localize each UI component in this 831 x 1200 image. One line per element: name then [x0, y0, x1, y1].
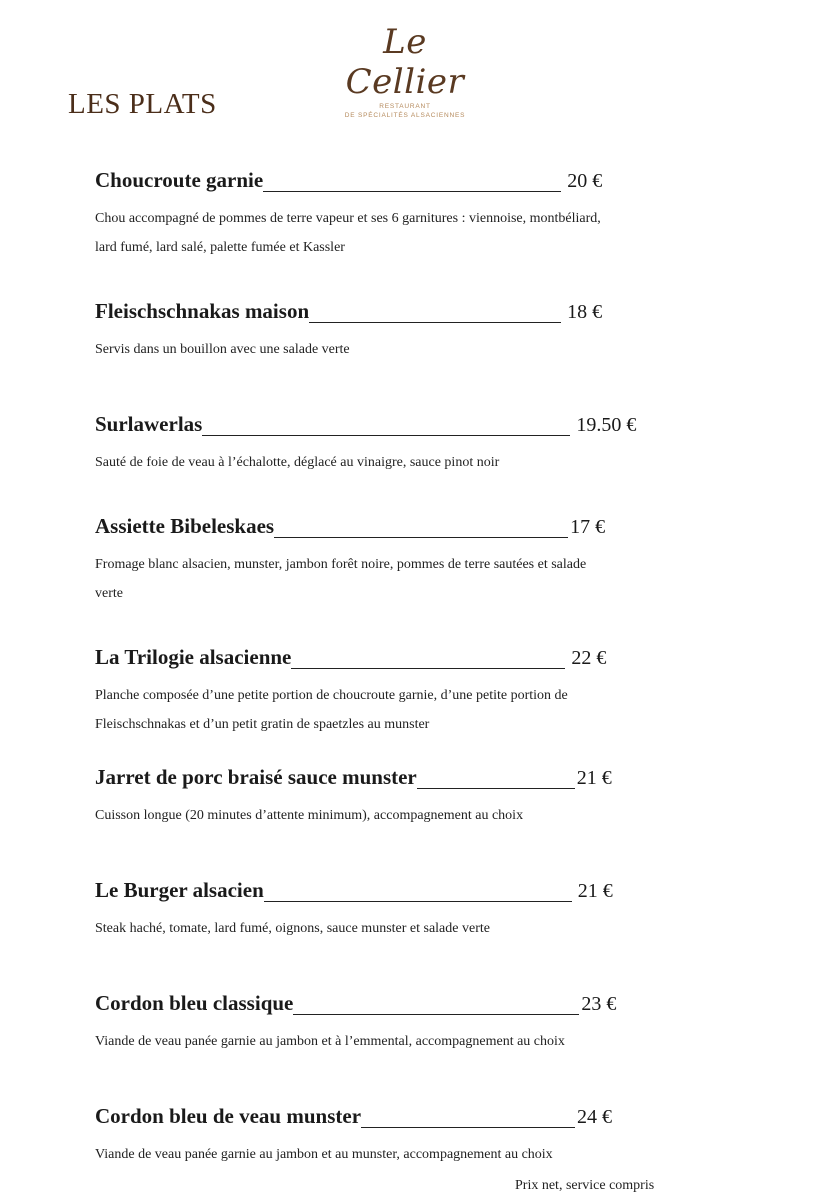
dish-description: Steak haché, tomate, lard fumé, oignons, sauce munster et salade verte — [95, 921, 490, 936]
dish-price: 18 € — [567, 301, 603, 323]
dotted-leader — [293, 998, 579, 1015]
dish-description: Servis dans un bouillon avec une salade verte — [95, 342, 350, 357]
logo-subtitle-2: DE SPÉCIALITÉS ALSACIENNES — [344, 112, 466, 119]
dish-price: 24 € — [577, 1106, 613, 1128]
page-title: LES PLATS — [68, 88, 217, 120]
dotted-leader — [263, 175, 561, 192]
logo-script: Le Cellier — [345, 22, 465, 102]
dish-name: La Trilogie alsacienne — [95, 645, 292, 669]
dish-price: 21 € — [576, 767, 612, 789]
dish-description: Planche composée d’une petite portion de choucroute garnie, d’une petite portion de Fleischschnakas et d’un petit gratin de spaetzles au munster — [95, 688, 568, 732]
dotted-leader — [417, 772, 575, 789]
dish-item — [95, 645, 735, 739]
dish-description: Viande de veau panée garnie au jambon et au munster, accompagnement au choix — [95, 1147, 553, 1162]
dotted-leader — [309, 306, 561, 323]
dish-description: Cuisson longue (20 minutes d’attente minimum), accompagnement au choix — [95, 808, 524, 823]
dish-item — [95, 299, 735, 364]
dotted-leader — [274, 521, 568, 538]
dotted-leader — [361, 1111, 575, 1128]
dish-item — [95, 991, 735, 1056]
dotted-leader — [291, 652, 565, 669]
dish-description: Chou accompagné de pommes de terre vapeur et ses 6 garnitures : viennoise, montbéliard, lard fumé, lard salé, palette fumée et Kassler — [95, 211, 601, 255]
dish-name: Le Burger alsacien — [95, 878, 264, 902]
dish-description: Sauté de foie de veau à l’échalotte, déglacé au vinaigre, sauce pinot noir — [95, 455, 500, 470]
dotted-leader — [264, 885, 572, 902]
dish-item — [95, 514, 735, 608]
dish-price: 19.50 € — [576, 414, 637, 436]
dish-name: Assiette Bibeleskaes — [95, 514, 275, 538]
dish-item — [95, 168, 735, 262]
dish-price: 22 € — [571, 647, 607, 669]
dish-description: Viande de veau panée garnie au jambon et à l’emmental, accompagnement au choix — [95, 1034, 565, 1049]
dish-item — [95, 412, 735, 477]
logo-subtitle-1: RESTAURANT — [379, 103, 431, 110]
dish-item — [95, 1104, 735, 1169]
dish-description: Fromage blanc alsacien, munster, jambon forêt noire, pommes de terre sautées et salade verte — [95, 557, 587, 601]
dish-name: Fleischschnakas maison — [95, 299, 310, 323]
dish-price: 20 € — [567, 170, 603, 192]
dish-price: 23 € — [581, 993, 617, 1015]
dish-item — [95, 878, 735, 943]
dish-name: Cordon bleu de veau munster — [95, 1104, 362, 1128]
restaurant-logo — [340, 22, 470, 119]
dish-item — [95, 765, 735, 830]
dish-name: Surlawerlas — [95, 412, 203, 436]
dish-name: Choucroute garnie — [95, 168, 264, 192]
dish-price: 21 € — [577, 880, 613, 902]
dotted-leader — [202, 419, 570, 436]
dish-name: Cordon bleu classique — [95, 991, 294, 1015]
dish-price: 17 € — [570, 516, 606, 538]
price-note: Prix net, service compris — [515, 1178, 655, 1193]
dish-name: Jarret de porc braisé sauce munster — [95, 765, 417, 789]
